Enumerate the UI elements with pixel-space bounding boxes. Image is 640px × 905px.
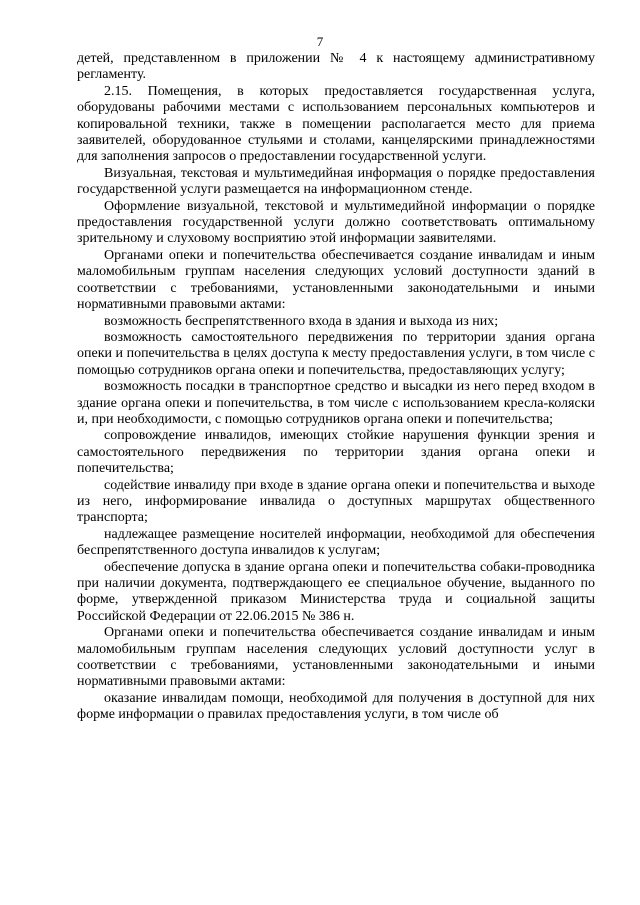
- paragraph-info-stand: Визуальная, текстовая и мультимедийная информация о порядке предоставления государственной услуги размещается на информационном стенде.: [77, 165, 595, 198]
- paragraph-2-15-premises: 2.15. Помещения, в которых предоставляется государственная услуга, оборудованы рабочими местами с использованием персональных компьютеров и копировальной техники, также в помещении располагается место для приема заявителей, оборудованное стульями и столами, канцелярскими принадлежностями для заполнения запросов о предоставлении государственной услуги.: [77, 83, 595, 165]
- list-item-information-carriers: надлежащее размещение носителей информации, необходимой для обеспечения беспрепятственного доступа инвалидов к услугам;: [77, 526, 595, 559]
- list-item-movement: возможность самостоятельного передвижения по территории здания органа опеки и попечительства в целях доступа к месту предоставления услуги, в том числе с помощью сотрудников органа опеки и попечительства, предоставляющих услугу;: [77, 329, 595, 378]
- document-body: [77, 51, 595, 724]
- list-item-transport: возможность посадки в транспортное средство и высадки из него перед входом в здание органа опеки и попечительства, в том числе с использованием кресла-коляски и, при необходимости, с помощью сотрудников органа опеки и попечительства;: [77, 379, 595, 427]
- page-number: 7: [316, 34, 324, 49]
- list-item-entry-exit: возможность беспрепятственного входа в здания и выхода из них;: [104, 313, 499, 329]
- paragraph-service-accessibility: Органами опеки и попечительства обеспечивается создание инвалидам и иным маломобильным группам населения следующих условий доступности услуг в соответствии с требованиями, установленными законодательными и иными нормативными правовыми актами:: [77, 625, 595, 690]
- list-item-help: оказание инвалидам помощи, необходимой для получения в доступной для них форме информации о правилах предоставления услуги, в том числе об: [77, 690, 595, 723]
- list-item-assistance: содействие инвалиду при входе в здание органа опеки и попечительства и выходе из него, информирование инвалида о доступных маршрутах общественного транспорта;: [77, 477, 595, 526]
- paragraph-continuation: детей, представленном в приложении № 4 к настоящему административному регламенту.: [77, 51, 595, 83]
- paragraph-building-accessibility: Органами опеки и попечительства обеспечивается создание инвалидам и иным маломобильным группам населения следующих условий доступности зданий в соответствии с требованиями, установленными законодательными и иными нормативными правовыми актами:: [77, 247, 595, 313]
- list-item-guide-dog: обеспечение допуска в здание органа опеки и попечительства собаки-проводника при наличии документа, подтверждающего ее специальное обучение, выданного по форме, утвержденной приказом Министерства труда и социальной защиты Российской Федерации от 22.06.2015 № 386 н.: [77, 559, 595, 624]
- paragraph-info-design: Оформление визуальной, текстовой и мультимедийной информации о порядке предоставления государственной услуги должно соответствовать оптимальному зрительному и слуховому восприятию этой информации заявителями.: [77, 198, 595, 247]
- list-item-escort: сопровождение инвалидов, имеющих стойкие нарушения функции зрения и самостоятельного передвижения по территории здания органа опеки и попечительства;: [77, 428, 595, 477]
